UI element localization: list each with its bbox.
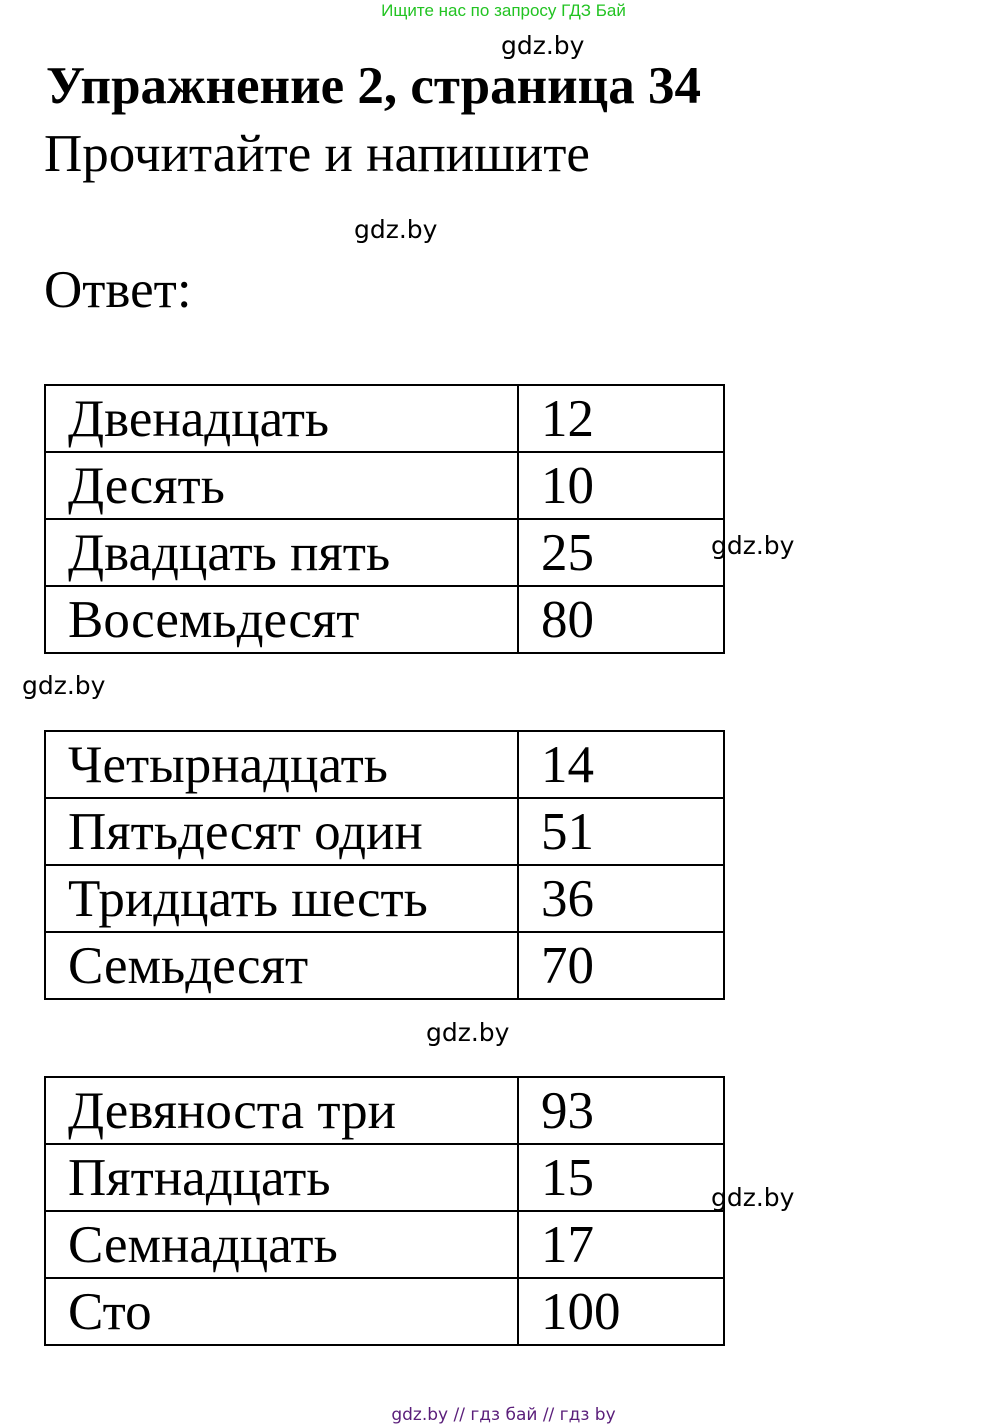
number-word: Девяноста три — [45, 1077, 518, 1144]
watermark: gdz.by — [22, 671, 106, 700]
number-digits: 70 — [518, 932, 724, 999]
table-row — [45, 385, 724, 452]
number-digits: 51 — [518, 798, 724, 865]
number-digits: 12 — [518, 385, 724, 452]
watermark: gdz.by — [501, 31, 585, 60]
table-row — [45, 586, 724, 653]
search-banner: Ищите нас по запросу ГДЗ Бай — [381, 1, 626, 20]
watermark: gdz.by — [711, 1183, 795, 1212]
table-row — [45, 798, 724, 865]
number-table-3 — [44, 1076, 725, 1346]
number-digits: 36 — [518, 865, 724, 932]
table-row — [45, 932, 724, 999]
watermark: gdz.by — [711, 531, 795, 560]
number-word: Двадцать пять — [45, 519, 518, 586]
number-digits: 15 — [518, 1144, 724, 1211]
footer-links: gdz.by // гдз бай // гдз by — [391, 1405, 616, 1425]
number-digits: 17 — [518, 1211, 724, 1278]
watermark: gdz.by — [426, 1018, 510, 1047]
table-row — [45, 519, 724, 586]
table-row — [45, 1077, 724, 1144]
number-word: Сто — [45, 1278, 518, 1345]
number-word: Тридцать шесть — [45, 865, 518, 932]
table-row — [45, 452, 724, 519]
number-digits: 25 — [518, 519, 724, 586]
table-row — [45, 1144, 724, 1211]
number-word: Пятнадцать — [45, 1144, 518, 1211]
number-digits: 100 — [518, 1278, 724, 1345]
number-word: Восемьдесят — [45, 586, 518, 653]
number-word: Двенадцать — [45, 385, 518, 452]
table-row — [45, 731, 724, 798]
task-instruction: Прочитайте и напишите — [44, 125, 590, 183]
table-row — [45, 1278, 724, 1345]
number-word: Семьдесят — [45, 932, 518, 999]
number-table-2 — [44, 730, 725, 1000]
answer-label: Ответ: — [44, 261, 192, 319]
table-row — [45, 865, 724, 932]
number-word: Пятьдесят один — [45, 798, 518, 865]
number-digits: 93 — [518, 1077, 724, 1144]
number-table-1 — [44, 384, 725, 654]
watermark: gdz.by — [354, 215, 438, 244]
number-digits: 80 — [518, 586, 724, 653]
number-word: Четырнадцать — [45, 731, 518, 798]
number-digits: 10 — [518, 452, 724, 519]
table-row — [45, 1211, 724, 1278]
number-word: Семнадцать — [45, 1211, 518, 1278]
page-title: Упражнение 2, страница 34 — [46, 57, 701, 115]
number-word: Десять — [45, 452, 518, 519]
number-digits: 14 — [518, 731, 724, 798]
